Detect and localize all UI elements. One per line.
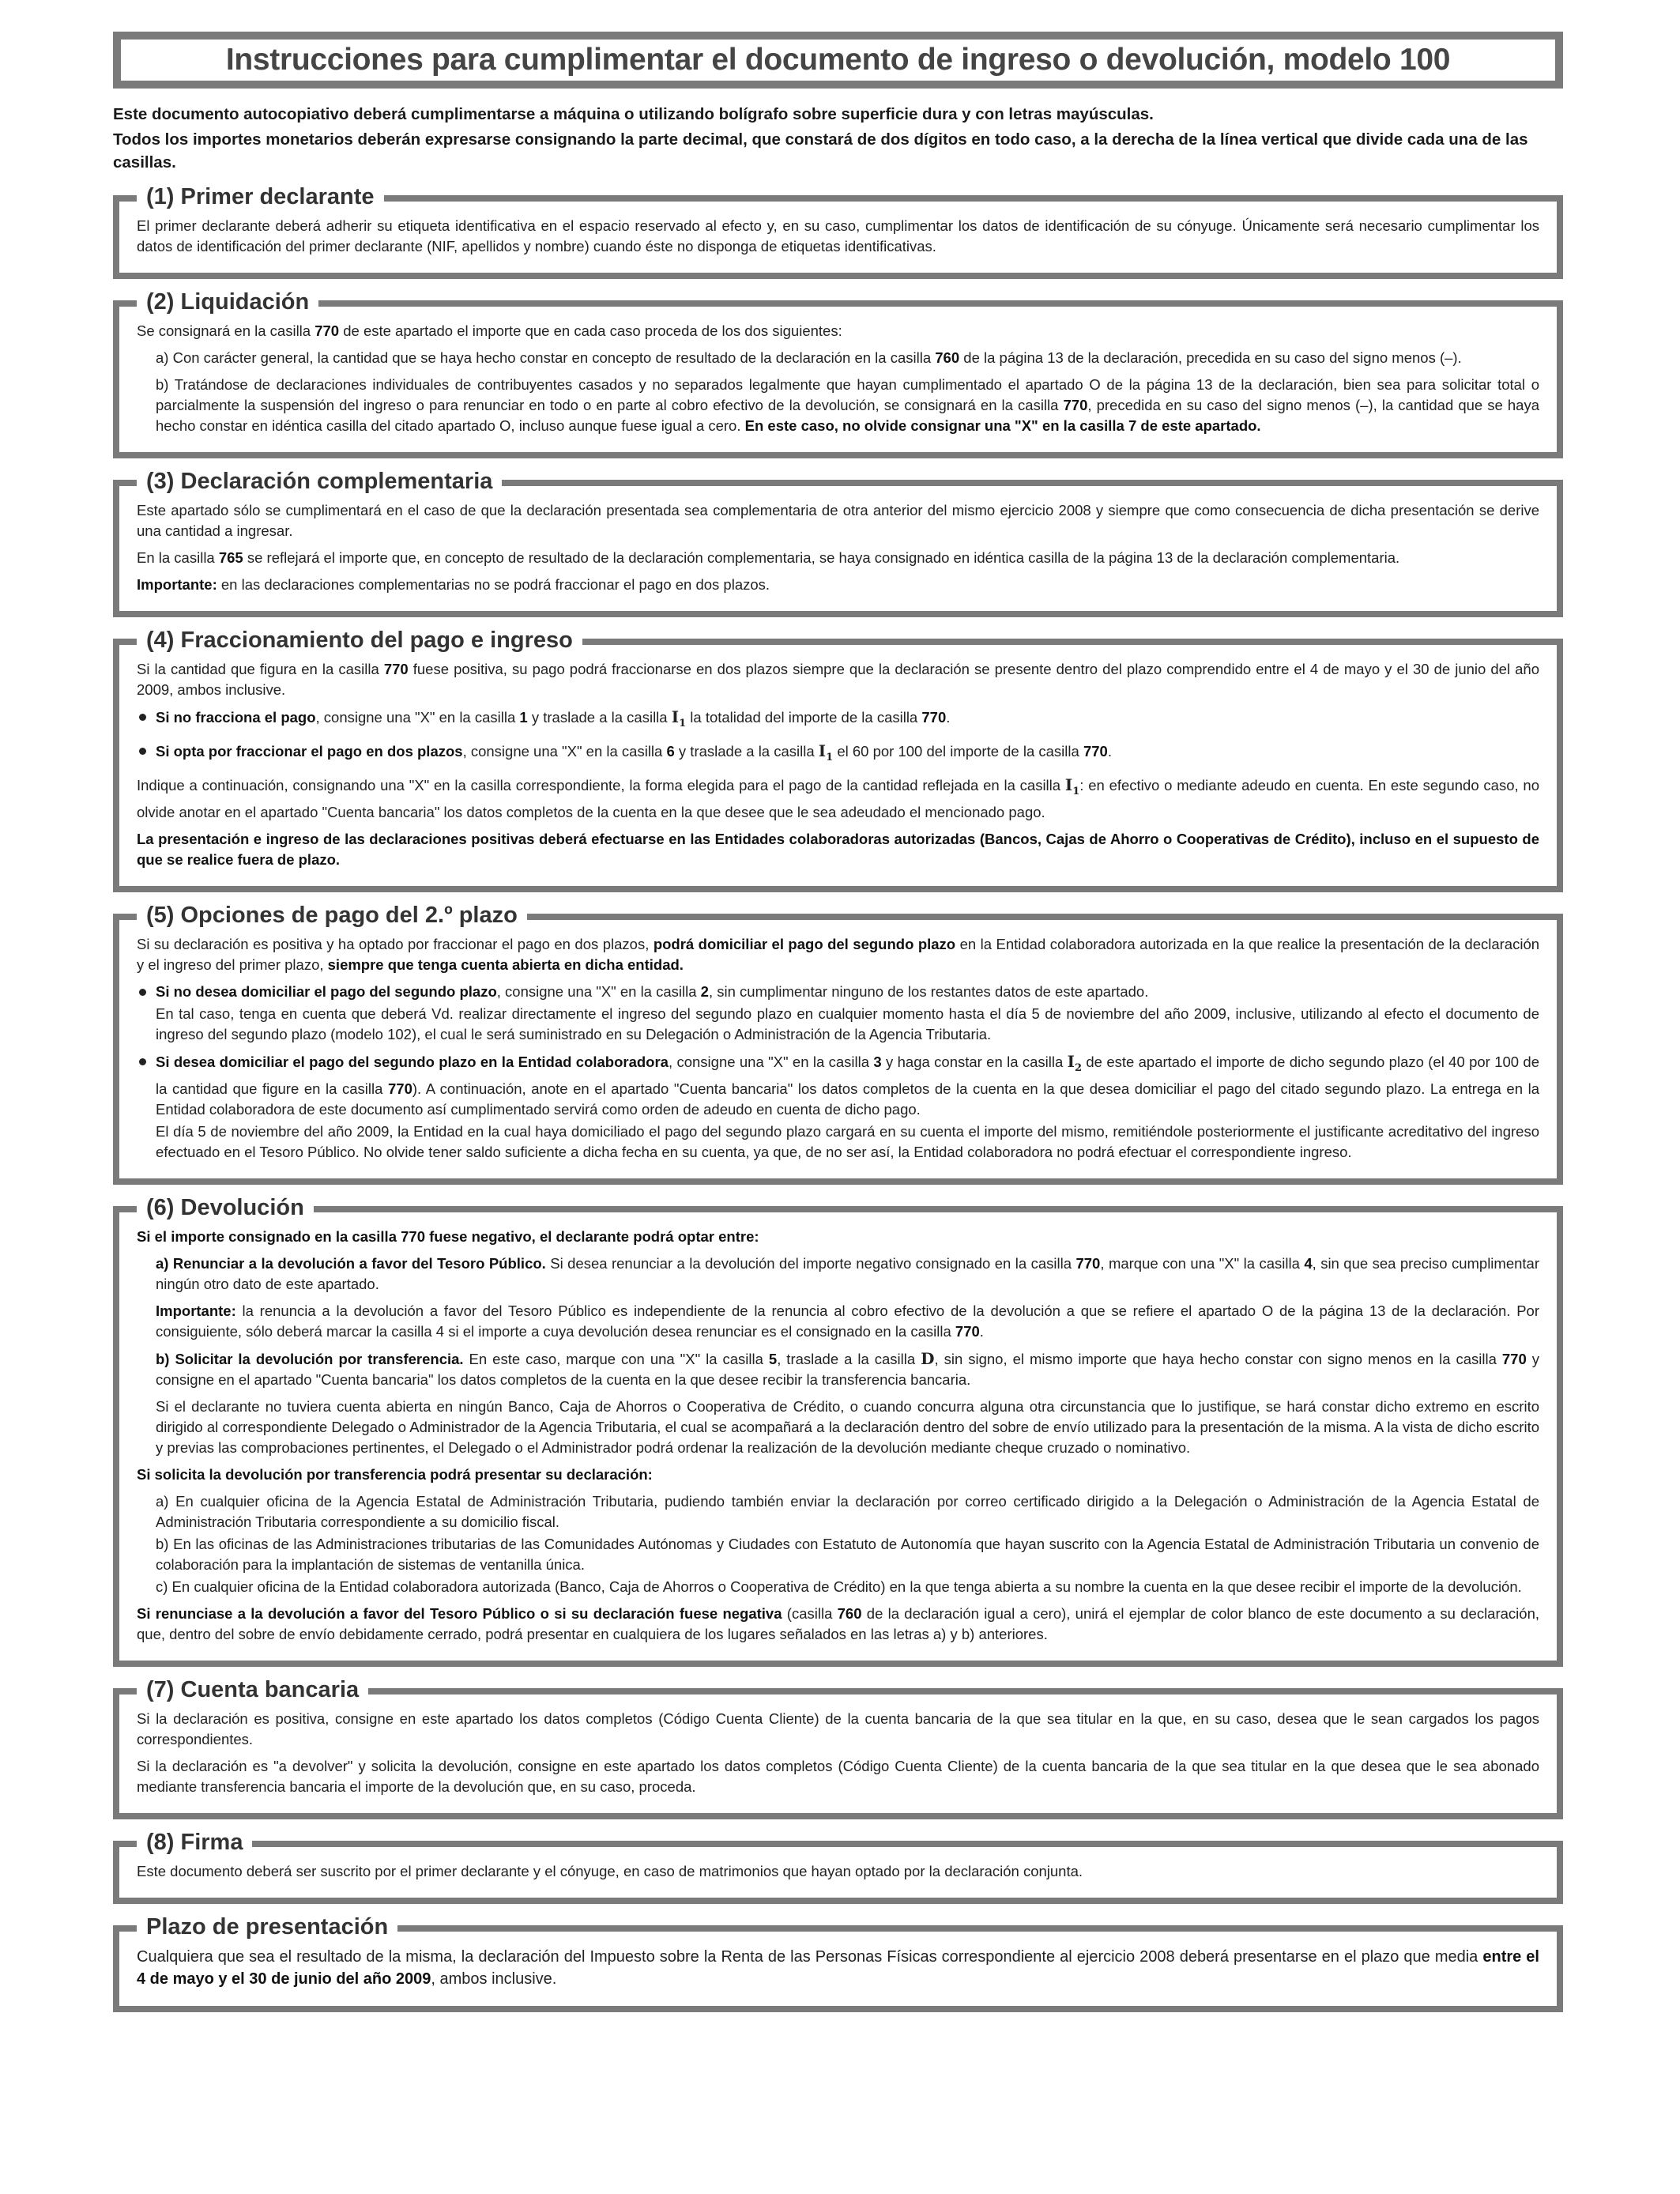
- section-liquidacion: [113, 287, 1563, 458]
- section-heading: (4) Fraccionamiento del pago e ingreso: [137, 627, 582, 654]
- bullet-item: Si no fracciona el pago, consigne una "X" en la casilla 1 y traslade a la casilla $I_1$ la totalidad del importe de la casilla 770.: [137, 707, 1539, 734]
- section-declaracion-complementaria: [113, 466, 1563, 617]
- section-body: [113, 920, 1563, 1185]
- intro-paragraph: Todos los importes monetarios deberán expresarse consignando la parte decimal, que constará de dos dígitos en todo caso, a la derecha de la línea vertical que divide cada una de las casillas.: [113, 130, 1528, 172]
- paragraph: Cualquiera que sea el resultado de la misma, la declaración del Impuesto sobre la Renta de las Personas Físicas correspondiente al ejercicio 2008 deberá presentarse en el plazo que media entre el 4 de mayo y el 30 de junio del año 2009, ambos inclusive.: [137, 1948, 1539, 1988]
- paragraph: Se consignará en la casilla 770 de este apartado el importe que en cada caso proceda de los dos siguientes:: [137, 322, 842, 339]
- paragraph: Si renunciase a la devolución a favor del Tesoro Público o si su declaración fuese negativa (casilla 760 de la declaración igual a cero), unirá el ejemplar de color blanco de este documento a su declaración, que, dentro del sobre de envío debidamente cerrado, podrá presentar en cualquiera de los lugares señalados en las letras a) y b) anteriores.: [137, 1605, 1540, 1642]
- section-opciones-pago: [113, 900, 1563, 1185]
- paragraph: Si el importe consignado en la casilla 770 fuese negativo, el declarante podrá optar entre:: [137, 1228, 759, 1245]
- page-title: Instrucciones para cumplimentar el documento de ingreso o devolución, modelo 100: [225, 43, 1451, 77]
- section-body: [113, 1932, 1563, 2012]
- paragraph: Importante: en las declaraciones complementarias no se podrá fraccionar el pago en dos plazos.: [137, 576, 770, 593]
- section-plazo-presentacion: [113, 1912, 1563, 2012]
- section-body: [113, 645, 1563, 892]
- section-primer-declarante: [113, 182, 1563, 279]
- bullet-item: Si desea domiciliar el pago del segundo plazo en la Entidad colaboradora, consigne una "X" en la casilla 3 y haga constar en la casilla $I_2$ de este apartado el importe de dicho segundo plazo (el 40 por 100 de la cantidad que figure en la casilla 770). A continuación, anote en el apartado "Cuenta bancaria" los datos completos de la cuenta en la que desea domiciliar el pago del citado segundo plazo. La entrega en la Entidad colaboradora de este documento así cumplimentado servirá como orden de adeudo en cuenta de dicho pago.: [137, 1051, 1539, 1120]
- paragraph: Indique a continuación, consignando una "X" en la casilla correspondiente, la forma elegida para el pago de la cantidad reflejada en la casilla $I_1$: en efectivo o mediante adeudo en cuenta. En este segundo caso, no olvide anotar en el apartado "Cuenta bancaria" los datos completos de la cuenta en la que desee que le sea adeudado el mencionado pago.: [137, 775, 1539, 820]
- section-fraccionamiento: [113, 625, 1563, 892]
- list-item: a) En cualquier oficina de la Agencia Estatal de Administración Tributaria, pudiendo también enviar la declaración por correo certificado dirigido a la Delegación o Administración de la Agencia Estatal de Administración Tributaria correspondiente a su domicilio fiscal.: [156, 1493, 1539, 1530]
- section-devolucion: [113, 1193, 1563, 1667]
- instructions-page: [113, 32, 1563, 2012]
- paragraph: Este apartado sólo se cumplimentará en el caso de que la declaración presentada sea complementaria de otra anterior del mismo ejercicio 2008 y siempre que como consecuencia de dicha presentación se derive una cantidad a ingresar.: [137, 502, 1539, 539]
- list-item: b) En las oficinas de las Administraciones tributarias de las Comunidades Autónomas y Ciudades con Estatuto de Autonomía que hayan suscrito con la Agencia Estatal de Administración Tributaria un convenio de colaboración para la implantación de sistemas de ventanilla única.: [156, 1536, 1539, 1573]
- paragraph: Importante: la renuncia a la devolución a favor del Tesoro Público es independiente de la renuncia al cobro efectivo de la devolución a que se refiere el apartado O de la página 13 de la declaración. Por consiguiente, sólo deberá marcar la casilla 4 si el importe a cuya devolución desea renunciar es el consignado en la casilla 770.: [156, 1302, 1539, 1340]
- section-heading: (3) Declaración complementaria: [137, 468, 502, 495]
- section-body: [113, 307, 1563, 458]
- paragraph: El día 5 de noviembre del año 2009, la Entidad en la cual haya domiciliado el pago del segundo plazo cargará en su cuenta el importe del mismo, remitiéndole posteriormente el justificante acreditativo del ingreso efectuado en el Tesoro Público. No olvide tener saldo suficiente a dicha fecha en su cuenta, ya que, de no ser así, la Entidad colaboradora no podrá efectuar el correspondiente ingreso.: [156, 1123, 1539, 1160]
- paragraph: Si la declaración es "a devolver" y solicita la devolución, consigne en este apartado los datos completos (Código Cuenta Cliente) de la cuenta bancaria de la que sea titular en la que desea que le sea abonado mediante transferencia bancaria el importe de la devolución que, en su caso, proceda.: [137, 1758, 1539, 1795]
- section-body: [113, 1695, 1563, 1819]
- option-b: b) Solicitar la devolución por transferencia. En este caso, marque con una "X" la casilla 5, traslade a la casilla D, sin signo, el mismo importe que haya hecho constar con signo menos en la casilla 770 y consigne en el apartado "Cuenta bancaria" los datos completos de la cuenta en la que desee recibir la transferencia bancaria.: [156, 1349, 1539, 1388]
- title-box: [113, 32, 1563, 89]
- section-heading: (1) Primer declarante: [137, 183, 384, 210]
- paragraph: En tal caso, tenga en cuenta que deberá Vd. realizar directamente el ingreso del segundo plazo en cualquier momento hasta el día 5 de noviembre del año 2009, inclusive, utilizando al efecto el documento de ingreso del segundo plazo (modelo 102), el cual le será suministrado en su Delegación o Administración de la Agencia Tributaria.: [156, 1005, 1539, 1042]
- option-a: a) Renunciar a la devolución a favor del Tesoro Público. Si desea renunciar a la devolución del importe negativo consignado en la casilla 770, marque con una "X" la casilla 4, sin que sea preciso cumplimentar ningún otro dato de este apartado.: [156, 1255, 1539, 1292]
- section-heading: Plazo de presentación: [137, 1913, 397, 1940]
- bullet-item: Si no desea domiciliar el pago del segundo plazo, consigne una "X" en la casilla 2, sin cumplimentar ninguno de los restantes datos de este apartado.: [137, 982, 1539, 1002]
- section-heading: (6) Devolución: [137, 1194, 314, 1221]
- paragraph: En la casilla 765 se reflejará el importe que, en concepto de resultado de la declaración complementaria, se haya consignado en idéntica casilla de la página 13 de la declaración complementaria.: [137, 549, 1400, 566]
- paragraph: El primer declarante deberá adherir su etiqueta identificativa en el espacio reservado al efecto y, en su caso, cumplimentar los datos de identificación de su cónyuge. Únicamente será necesario cumplimentar los datos de identificación del primer declarante (NIF, apellidos y nombre) cuando éste no disponga de etiquetas identificativas.: [137, 217, 1539, 254]
- paragraph: La presentación e ingreso de las declaraciones positivas deberá efectuarse en las Entidades colaboradoras autorizadas (Bancos, Cajas de Ahorro o Cooperativas de Crédito), incluso en el supuesto de que se realice fuera de plazo.: [137, 831, 1539, 868]
- section-cuenta-bancaria: [113, 1675, 1563, 1819]
- section-heading: (7) Cuenta bancaria: [137, 1676, 368, 1703]
- section-heading: (8) Firma: [137, 1829, 252, 1856]
- paragraph: Si la declaración es positiva, consigne en este apartado los datos completos (Código Cuenta Cliente) de la cuenta bancaria de la que sea titular en la que, en su caso, desea que le sean cargados los pagos correspondientes.: [137, 1710, 1539, 1747]
- paragraph: Si su declaración es positiva y ha optado por fraccionar el pago en dos plazos, podrá domiciliar el pago del segundo plazo en la Entidad colaboradora autorizada en la que realice la presentación de la declaración y el ingreso del primer plazo, siempre que tenga cuenta abierta en dicha entidad.: [137, 936, 1540, 973]
- intro-paragraph: Este documento autocopiativo deberá cumplimentarse a máquina o utilizando bolígrafo sobre superficie dura y con letras mayúsculas.: [113, 105, 1154, 123]
- paragraph: Si solicita la devolución por transferencia podrá presentar su declaración:: [137, 1466, 653, 1483]
- intro: [113, 103, 1563, 174]
- paragraph: Este documento deberá ser suscrito por el primer declarante y el cónyuge, en caso de matrimonios que hayan optado por la declaración conjunta.: [137, 1863, 1083, 1879]
- section-heading: (5) Opciones de pago del 2.º plazo: [137, 902, 527, 929]
- section-heading: (2) Liquidación: [137, 288, 318, 315]
- list-item: c) En cualquier oficina de la Entidad colaboradora autorizada (Banco, Caja de Ahorros o Cooperativa de Crédito) en la que tenga abierta a su nombre la cuenta en la que desee recibir el importe de la devolución.: [156, 1578, 1522, 1595]
- section-body: [113, 1212, 1563, 1667]
- bullet-item: Si opta por fraccionar el pago en dos plazos, consigne una "X" en la casilla 6 y traslade a la casilla $I_1$ el 60 por 100 del importe de la casilla 770.: [137, 741, 1539, 768]
- section-firma: [113, 1827, 1563, 1904]
- option-a: a) Con carácter general, la cantidad que se haya hecho constar en concepto de resultado de la declaración en la casilla 760 de la página 13 de la declaración, precedida en su caso del signo menos (–).: [156, 349, 1462, 366]
- paragraph: Si el declarante no tuviera cuenta abierta en ningún Banco, Caja de Ahorros o Cooperativa de Crédito, o cuando concurra alguna otra circunstancia que lo justifique, se hará constar dicho extremo en escrito dirigido al correspondiente Delegado o Administrador de la Agencia Tributaria, el cual se acompañará a la declaración dentro del sobre de envío utilizado para la presentación de la misma. A la vista de dicho escrito y previas las comprobaciones pertinentes, el Delegado o el Administrador podrá ordenar la realización de la devolución mediante cheque cruzado o nominativo.: [156, 1398, 1539, 1456]
- paragraph: Si la cantidad que figura en la casilla 770 fuese positiva, su pago podrá fraccionarse en dos plazos siempre que la declaración se presente dentro del plazo comprendido entre el 4 de mayo y el 30 de junio del año 2009, ambos inclusive.: [137, 661, 1539, 698]
- section-body: [113, 486, 1563, 617]
- option-b: b) Tratándose de declaraciones individuales de contribuyentes casados y no separados legalmente que hayan cumplimentado el apartado O de la página 13 de la declaración, bien sea para solicitar total o parcialmente la suspensión del ingreso o para renunciar en todo o en parte al cobro efectivo de la devolución, se consignará en la casilla 770, precedida en su caso del signo menos (–), la cantidad que se haya hecho constar en idéntica casilla del citado apartado O, incluso aunque fuese igual a cero. En este caso, no olvide consignar una "X" en la casilla 7 de este apartado.: [156, 376, 1539, 434]
